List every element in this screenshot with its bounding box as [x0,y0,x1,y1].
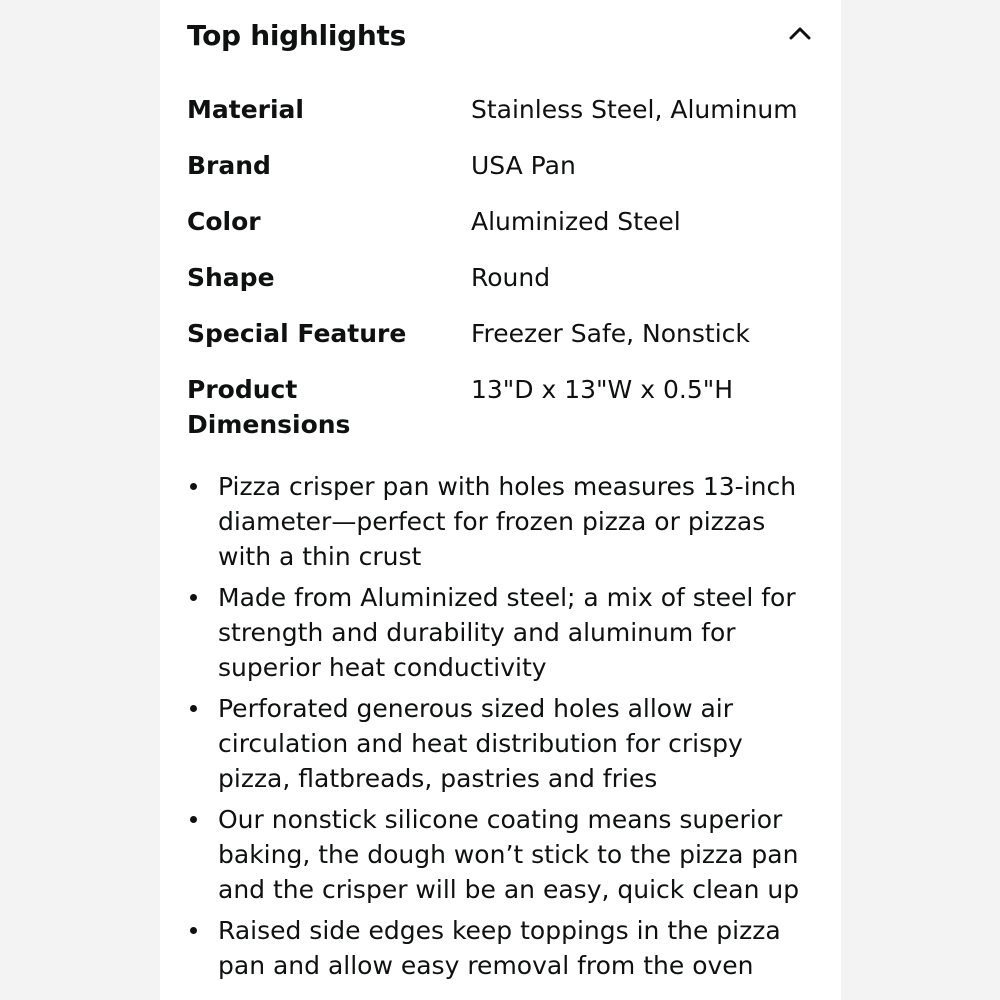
spec-label: Product Dimensions [187,375,351,439]
spec-label: Brand [187,151,271,180]
feature-bullet-list [187,469,817,989]
top-highlights-header[interactable] [187,14,817,58]
spec-row-product-dimensions [187,372,817,442]
feature-bullet [187,691,817,796]
spec-label: Material [187,95,304,124]
spec-row-color [187,204,817,260]
feature-bullet [187,913,817,983]
bullet-icon [190,927,197,934]
spec-label: Special Feature [187,319,407,348]
feature-bullet [187,802,817,907]
spec-value: Freezer Safe, Nonstick [471,319,750,348]
section-title: Top highlights [187,19,406,52]
spec-value: Stainless Steel, Aluminum [471,95,798,124]
spec-label: Color [187,207,261,236]
specs-table [187,92,817,442]
spec-row-material [187,92,817,148]
spec-value: USA Pan [471,151,576,180]
feature-bullet-text: Perforated generous sized holes allow air circulation and heat distribution for crispy pizza, flatbreads, pastries and fries [218,694,743,793]
top-highlights-card [160,0,841,1000]
feature-bullet [187,580,817,685]
bullet-icon [190,705,197,712]
spec-value: Aluminized Steel [471,207,681,236]
bullet-icon [190,816,197,823]
spec-value: Round [471,263,551,292]
spec-row-special-feature [187,316,817,372]
feature-bullet-text: Made from Aluminized steel; a mix of steel for strength and durability and aluminum for superior heat conductivity [218,583,796,682]
feature-bullet-text: Pizza crisper pan with holes measures 13-inch diameter—perfect for frozen pizza or pizzas with a thin crust [218,472,797,571]
bullet-icon [190,594,197,601]
spec-label: Shape [187,263,275,292]
feature-bullet-text: Our nonstick silicone coating means superior baking, the dough won’t stick to the pizza pan and the crisper will be an easy, quick clean up [218,805,800,904]
spec-row-shape [187,260,817,316]
bullet-icon [190,483,197,490]
chevron-up-icon[interactable] [783,16,817,50]
spec-value: 13"D x 13"W x 0.5"H [471,375,734,404]
spec-row-brand [187,148,817,204]
feature-bullet [187,469,817,574]
feature-bullet-text: Raised side edges keep toppings in the pizza pan and allow easy removal from the oven [218,916,781,980]
